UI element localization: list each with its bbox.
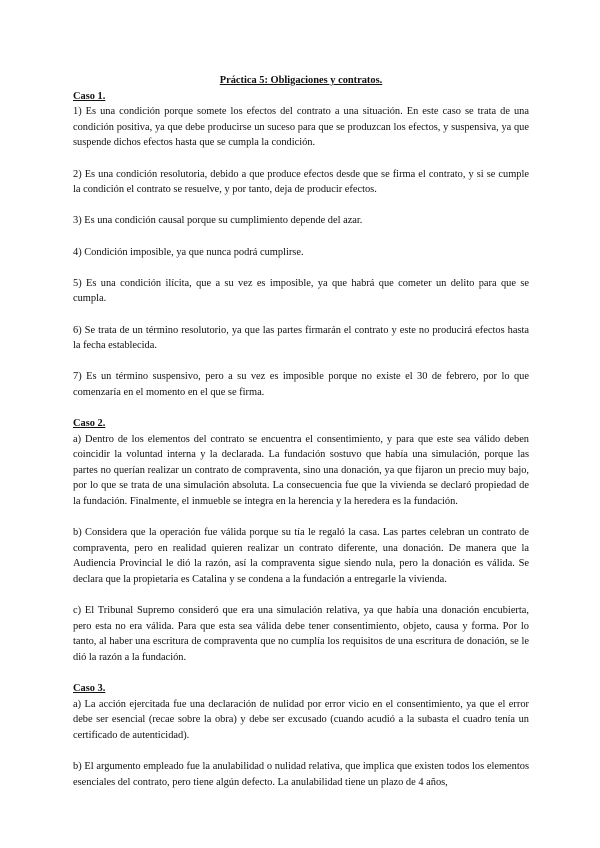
case-1-paragraph-3: 3) Es una condición causal porque su cumplimiento depende del azar. bbox=[73, 215, 363, 227]
case-1-paragraph-6: 6) Se trata de un término resolutorio, ya que las partes firmarán el contrato y este no producirá efectos hasta la fecha establecida. bbox=[73, 324, 529, 352]
document-body bbox=[73, 73, 529, 790]
case-3-heading: Caso 3. bbox=[73, 683, 106, 695]
case-2-paragraph-a: a) Dentro de los elementos del contrato se encuentra el consentimiento, y para que este sea válido deben coincidir la voluntad interna y la declarada. La fundación sostuvo que había una simulación, porque las partes no querían realizar un contrato de compraventa, sino una donación, ya que fijaron un precio muy bajo, por lo que se trata de una simulación absoluta. La consecuencia fue que la vivienda se declaró propiedad de la fundación. Finalmente, el inmueble se integra en la herencia y la heredera es la fundación. bbox=[73, 433, 529, 508]
case-2-paragraph-b: b) Considera que la operación fue válida porque su tía le regaló la casa. Las partes celebran un contrato de compraventa, pero en realidad quieren realizar un contrato diferente, una donación. De manera que la Audiencia Provincial le dió la razón, así la compraventa sigue siendo nula, pero la donación es válida. Se declara que la propietaria es Catalina y se condena a la fundación a entregarle la vivienda. bbox=[73, 527, 529, 585]
document-title: Práctica 5: Obligaciones y contratos. bbox=[219, 75, 383, 86]
case-1-paragraph-2: 2) Es una condición resolutoria, debido a que produce efectos desde que se firma el contrato, y si se cumple la condición el contrato se resuelve, y por tanto, deja de producir efectos. bbox=[73, 168, 529, 196]
case-1-paragraph-7: 7) Es un término suspensivo, pero a su vez es imposible porque no existe el 30 de febrero, por lo que comenzaría en el momento en el que se firma. bbox=[73, 371, 529, 398]
case-3-paragraph-a: a) La acción ejercitada fue una declaración de nulidad por error vicio en el consentimiento, ya que el error debe ser esencial (recae sobre la obra) y debe ser excusado (cuando acudió a la subasta el cuadro tenía un certificado de autenticidad). bbox=[73, 698, 529, 741]
case-2-paragraph-c: c) El Tribunal Supremo consideró que era una simulación relativa, ya que había una donación encubierta, pero esta no era válida. Para que esta sea válida debe tener consentimiento, objeto, causa y forma. Por lo tanto, al haber una escritura de compraventa que no cumplía los requisitos de una escritura de donación, se le dió la razón a la fundación. bbox=[73, 605, 529, 663]
case-1-paragraph-4: 4) Condición imposible, ya que nunca podrá cumplirse. bbox=[73, 246, 304, 258]
case-1-heading: Caso 1. bbox=[73, 90, 106, 102]
case-2-heading: Caso 2. bbox=[73, 418, 106, 430]
case-3-paragraph-b: b) El argumento empleado fue la anulabilidad o nulidad relativa, que implica que existen todos los elementos esenciales del contrato, pero tiene algún defecto. La anulabilidad tiene un plazo de 4 años, bbox=[73, 761, 529, 788]
case-1-paragraph-1: 1) Es una condición porque somete los efectos del contrato a una situación. En este caso se trata de una condición positiva, ya que debe producirse un suceso para que se produzcan los efectos, y suspensiva, ya que suspende dichos efectos hasta que se cumpla la condición. bbox=[73, 106, 529, 149]
case-1-paragraph-5: 5) Es una condición ilícita, que a su vez es imposible, ya que habrá que cometer un delito para que se cumpla. bbox=[73, 277, 529, 305]
